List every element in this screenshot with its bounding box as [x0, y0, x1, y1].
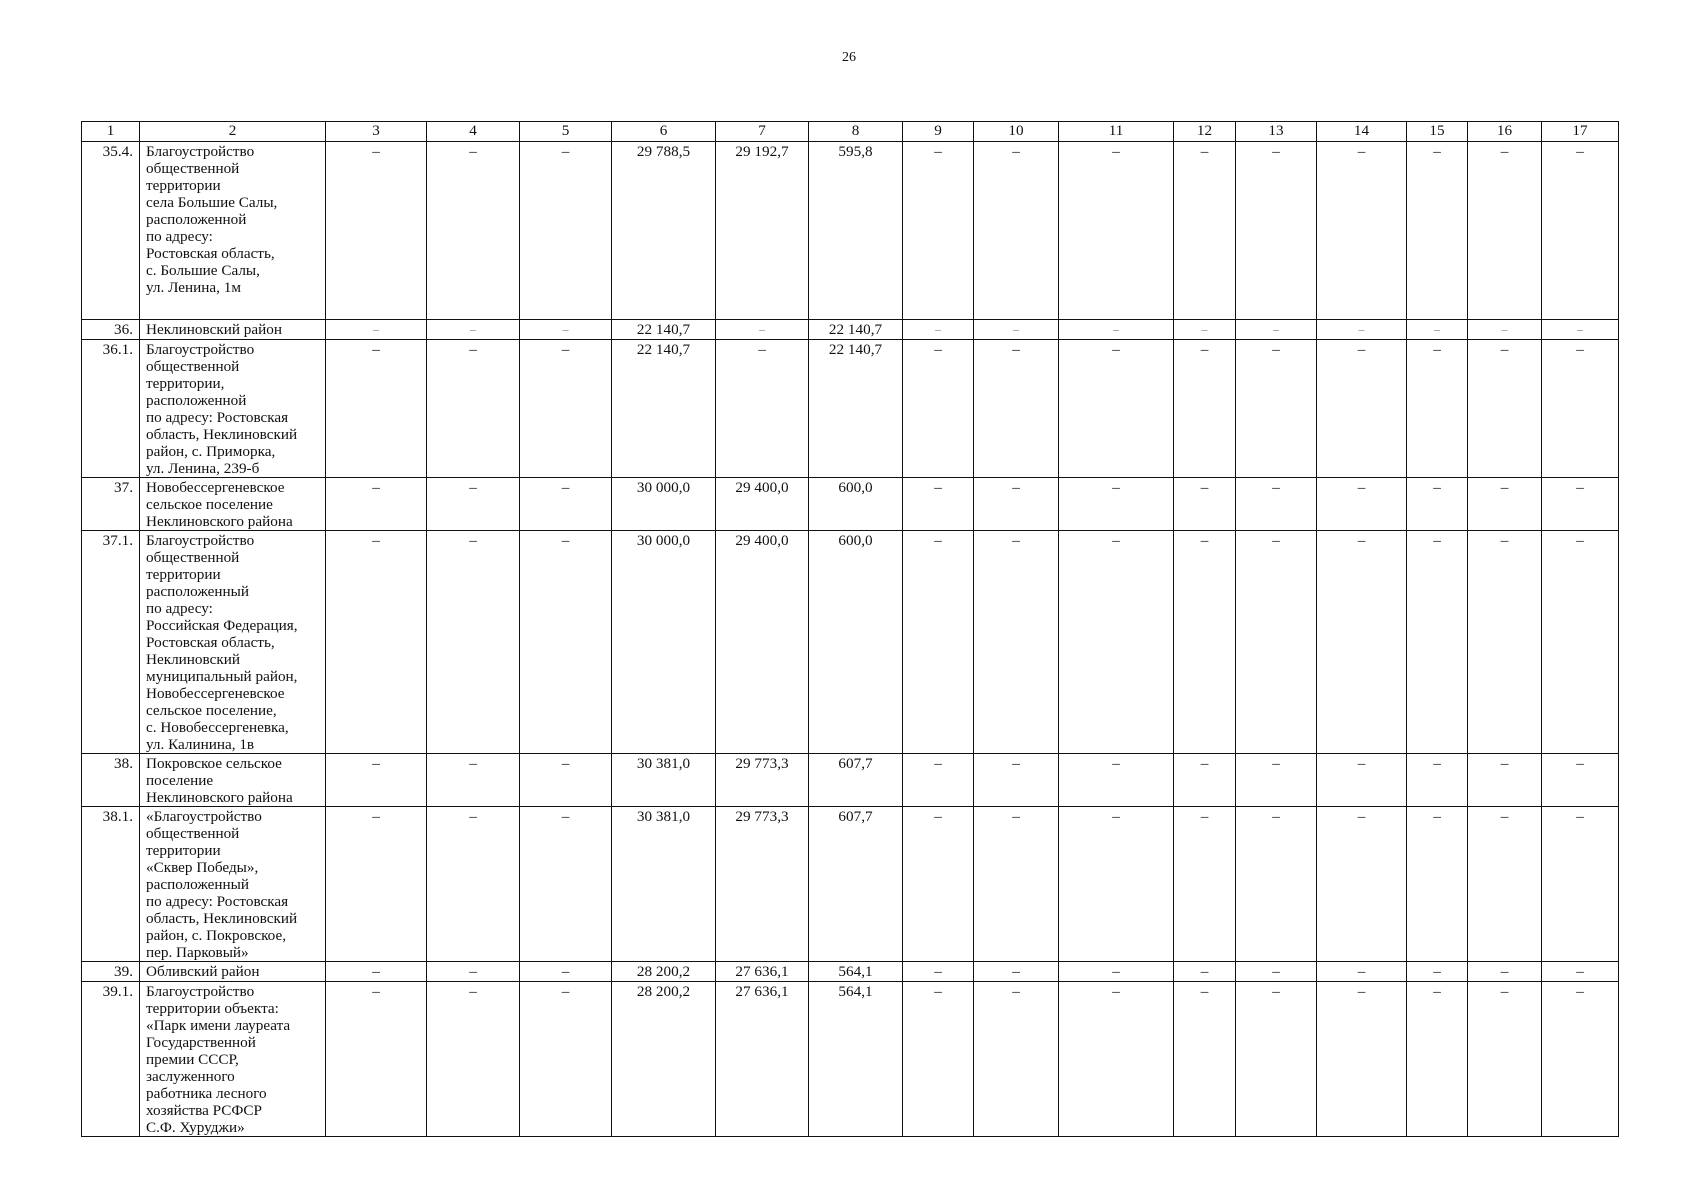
value-cell: 30 381,0 [612, 754, 716, 807]
value-cell: – [974, 754, 1059, 807]
value-cell: – [974, 478, 1059, 531]
table-row [82, 807, 1619, 962]
column-number: 10 [974, 122, 1059, 142]
value-cell: – [903, 962, 974, 982]
value-cell: – [326, 807, 427, 962]
value-cell: – [326, 320, 427, 340]
value-cell: – [1468, 962, 1542, 982]
value-cell: – [1174, 320, 1236, 340]
column-number: 6 [612, 122, 716, 142]
value-cell: – [903, 142, 974, 320]
row-name-cell: Новобессергеневское сельское поселение Неклиновского района [140, 478, 326, 531]
value-cell: – [326, 982, 427, 1137]
column-number: 7 [716, 122, 809, 142]
table-row [82, 320, 1619, 340]
value-cell: – [1174, 142, 1236, 320]
value-cell: 22 140,7 [809, 340, 903, 478]
value-cell: – [427, 962, 520, 982]
value-cell: – [1317, 962, 1407, 982]
row-number-cell: 39. [82, 962, 140, 982]
column-number: 11 [1059, 122, 1174, 142]
column-number: 5 [520, 122, 612, 142]
table-row [82, 962, 1619, 982]
value-cell: – [1542, 982, 1619, 1137]
value-cell: – [903, 807, 974, 962]
value-cell: – [1317, 340, 1407, 478]
value-cell: 30 000,0 [612, 531, 716, 754]
value-cell: – [1317, 320, 1407, 340]
value-cell: 607,7 [809, 807, 903, 962]
value-cell: – [1407, 962, 1468, 982]
value-cell: – [1407, 982, 1468, 1137]
value-cell: 22 140,7 [612, 340, 716, 478]
value-cell: – [1468, 754, 1542, 807]
column-number: 15 [1407, 122, 1468, 142]
value-cell: 29 773,3 [716, 754, 809, 807]
value-cell: 30 381,0 [612, 807, 716, 962]
value-cell: – [1174, 478, 1236, 531]
value-cell: – [1542, 478, 1619, 531]
column-number: 2 [140, 122, 326, 142]
value-cell: – [1174, 807, 1236, 962]
value-cell: 595,8 [809, 142, 903, 320]
value-cell: 29 400,0 [716, 531, 809, 754]
row-name-cell: Обливский район [140, 962, 326, 982]
value-cell: – [1468, 320, 1542, 340]
value-cell: – [1174, 754, 1236, 807]
value-cell: 27 636,1 [716, 982, 809, 1137]
value-cell: – [326, 142, 427, 320]
value-cell: – [1407, 320, 1468, 340]
row-number-cell: 36. [82, 320, 140, 340]
value-cell: – [520, 531, 612, 754]
value-cell: – [427, 807, 520, 962]
value-cell: – [974, 962, 1059, 982]
table-header-row [82, 122, 1619, 142]
value-cell: – [1174, 340, 1236, 478]
column-number: 17 [1542, 122, 1619, 142]
value-cell: 600,0 [809, 478, 903, 531]
value-cell: – [1542, 754, 1619, 807]
value-cell: – [1236, 531, 1317, 754]
column-number: 13 [1236, 122, 1317, 142]
row-number-cell: 35.4. [82, 142, 140, 320]
row-name-cell: Благоустройство общественной территории села Большие Салы, расположенной по адресу: Ростовская область, с. Большие Салы, ул. Ленина, 1м [140, 142, 326, 320]
row-number-cell: 39.1. [82, 982, 140, 1137]
value-cell: – [326, 754, 427, 807]
column-number: 3 [326, 122, 427, 142]
row-name-cell: Неклиновский район [140, 320, 326, 340]
value-cell: – [1317, 531, 1407, 754]
value-cell: – [520, 142, 612, 320]
column-number: 8 [809, 122, 903, 142]
value-cell: – [1059, 962, 1174, 982]
value-cell: – [427, 478, 520, 531]
value-cell: – [1468, 340, 1542, 478]
value-cell: – [1542, 320, 1619, 340]
value-cell: – [1174, 531, 1236, 754]
value-cell: – [1468, 142, 1542, 320]
value-cell: – [974, 982, 1059, 1137]
value-cell: – [326, 340, 427, 478]
value-cell: – [1236, 962, 1317, 982]
value-cell: – [1468, 807, 1542, 962]
value-cell: – [903, 478, 974, 531]
value-cell: – [520, 807, 612, 962]
row-number-cell: 37.1. [82, 531, 140, 754]
row-name-cell: Покровское сельское поселение Неклиновского района [140, 754, 326, 807]
value-cell: – [1236, 478, 1317, 531]
value-cell: 600,0 [809, 531, 903, 754]
value-cell: – [326, 531, 427, 754]
value-cell: – [520, 340, 612, 478]
value-cell: – [1236, 142, 1317, 320]
value-cell: – [1542, 962, 1619, 982]
row-name-cell: «Благоустройство общественной территории «Сквер Победы», расположенный по адресу: Ростовская область, Неклиновский район, с. Покровское, пер. Парковый» [140, 807, 326, 962]
value-cell: – [974, 807, 1059, 962]
value-cell: 22 140,7 [809, 320, 903, 340]
value-cell: – [1059, 340, 1174, 478]
table-row [82, 478, 1619, 531]
table-row [82, 142, 1619, 320]
value-cell: – [1174, 962, 1236, 982]
value-cell: – [1317, 142, 1407, 320]
value-cell: – [1468, 478, 1542, 531]
value-cell: – [427, 340, 520, 478]
value-cell: – [520, 754, 612, 807]
page-number: 26 [842, 50, 856, 65]
row-name-cell: Благоустройство территории объекта: «Парк имени лауреата Государственной премии СССР, заслуженного работника лесного хозяйства РСФСР С.Ф. Хуруджи» [140, 982, 326, 1137]
value-cell: 564,1 [809, 982, 903, 1137]
value-cell: – [974, 142, 1059, 320]
value-cell: – [1468, 531, 1542, 754]
row-name-cell: Благоустройство общественной территории, расположенной по адресу: Ростовская область, Неклиновский район, с. Приморка, ул. Ленина, 239-б [140, 340, 326, 478]
column-number: 9 [903, 122, 974, 142]
value-cell: – [427, 754, 520, 807]
value-cell: – [520, 982, 612, 1137]
value-cell: – [974, 531, 1059, 754]
value-cell: – [1059, 142, 1174, 320]
value-cell: – [716, 320, 809, 340]
value-cell: – [1174, 982, 1236, 1137]
value-cell: – [1542, 340, 1619, 478]
value-cell: – [1059, 982, 1174, 1137]
value-cell: – [903, 340, 974, 478]
value-cell: – [1468, 982, 1542, 1137]
value-cell: – [974, 320, 1059, 340]
row-name-cell: Благоустройство общественной территории расположенный по адресу: Российская Федерация, Ростовская область, Неклиновский муниципальный район, Новобессергеневское сельское поселение, с. Новобессергеневка, ул. Калинина, 1в [140, 531, 326, 754]
value-cell: – [520, 478, 612, 531]
value-cell: – [903, 320, 974, 340]
row-number-cell: 38. [82, 754, 140, 807]
row-number-cell: 38.1. [82, 807, 140, 962]
value-cell: – [427, 982, 520, 1137]
column-number: 14 [1317, 122, 1407, 142]
value-cell: 22 140,7 [612, 320, 716, 340]
value-cell: 29 192,7 [716, 142, 809, 320]
value-cell: 30 000,0 [612, 478, 716, 531]
value-cell: – [1407, 340, 1468, 478]
column-number: 4 [427, 122, 520, 142]
value-cell: – [1059, 754, 1174, 807]
value-cell: – [1236, 754, 1317, 807]
value-cell: – [1317, 807, 1407, 962]
value-cell: – [1059, 478, 1174, 531]
value-cell: – [1236, 320, 1317, 340]
value-cell: 28 200,2 [612, 962, 716, 982]
value-cell: – [1407, 531, 1468, 754]
value-cell: – [1317, 754, 1407, 807]
value-cell: – [1407, 754, 1468, 807]
value-cell: – [1407, 478, 1468, 531]
value-cell: – [1236, 340, 1317, 478]
value-cell: 27 636,1 [716, 962, 809, 982]
value-cell: 564,1 [809, 962, 903, 982]
value-cell: – [1236, 807, 1317, 962]
value-cell: – [1317, 478, 1407, 531]
column-number: 12 [1174, 122, 1236, 142]
table-row [82, 531, 1619, 754]
row-number-cell: 37. [82, 478, 140, 531]
value-cell: – [1317, 982, 1407, 1137]
value-cell: 28 200,2 [612, 982, 716, 1137]
row-number-cell: 36.1. [82, 340, 140, 478]
value-cell: – [427, 531, 520, 754]
table-row [82, 340, 1619, 478]
value-cell: – [1542, 142, 1619, 320]
value-cell: – [1059, 531, 1174, 754]
value-cell: 29 773,3 [716, 807, 809, 962]
value-cell: – [1407, 807, 1468, 962]
value-cell: – [974, 340, 1059, 478]
value-cell: – [716, 340, 809, 478]
value-cell: – [1236, 982, 1317, 1137]
table-row [82, 982, 1619, 1137]
value-cell: – [427, 320, 520, 340]
value-cell: – [903, 531, 974, 754]
value-cell: – [326, 478, 427, 531]
value-cell: – [1407, 142, 1468, 320]
value-cell: – [326, 962, 427, 982]
column-number: 16 [1468, 122, 1542, 142]
value-cell: 29 400,0 [716, 478, 809, 531]
value-cell: – [520, 962, 612, 982]
value-cell: – [1542, 807, 1619, 962]
value-cell: 29 788,5 [612, 142, 716, 320]
value-cell: – [1059, 807, 1174, 962]
value-cell: 607,7 [809, 754, 903, 807]
column-number: 1 [82, 122, 140, 142]
value-cell: – [903, 754, 974, 807]
budget-table [81, 121, 1619, 1137]
value-cell: – [520, 320, 612, 340]
value-cell: – [1059, 320, 1174, 340]
table-row [82, 754, 1619, 807]
value-cell: – [427, 142, 520, 320]
value-cell: – [1542, 531, 1619, 754]
value-cell: – [903, 982, 974, 1137]
